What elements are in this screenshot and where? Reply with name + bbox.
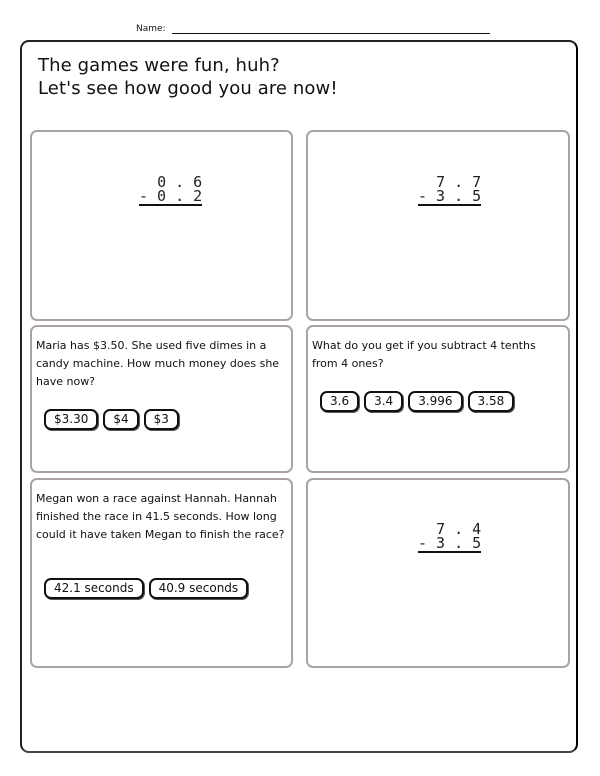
name-input-line[interactable] — [172, 24, 490, 34]
title-line-1: The games were fun, huh? — [38, 55, 280, 76]
subtraction-problem — [418, 522, 481, 553]
subtraction-problem — [139, 175, 202, 206]
answer-option[interactable]: 42.1 seconds — [44, 578, 144, 599]
question-text: What do you get if you subtract 4 tenths from 4 ones? — [312, 339, 536, 370]
subtrahend: - 3 . 5 — [418, 187, 482, 205]
answer-option[interactable]: 3.996 — [408, 391, 462, 412]
answer-options — [44, 578, 248, 599]
answer-option[interactable]: $4 — [103, 409, 138, 430]
answer-option[interactable]: 3.6 — [320, 391, 359, 412]
minuend: 7 . 7 — [436, 173, 482, 191]
name-field — [136, 24, 490, 34]
question-text: Maria has $3.50. She used five dimes in a candy machine. How much money does she have now? — [36, 339, 280, 388]
minuend: 7 . 4 — [436, 520, 482, 538]
answer-options — [320, 391, 514, 412]
problem-card-6 — [306, 478, 570, 668]
problem-card-3 — [30, 325, 293, 473]
title-line-2: Let's see how good you are now! — [38, 78, 338, 99]
worksheet-title — [38, 54, 338, 100]
answer-option[interactable]: 3.58 — [468, 391, 515, 412]
answer-option[interactable]: $3.30 — [44, 409, 98, 430]
subtraction-problem — [418, 175, 481, 206]
answer-option[interactable]: $3 — [144, 409, 179, 430]
question-text: Megan won a race against Hannah. Hannah finished the race in 41.5 seconds. How long could it have taken Megan to finish the race? — [36, 492, 285, 541]
problem-card-5 — [30, 478, 293, 668]
answer-option[interactable]: 40.9 seconds — [149, 578, 249, 599]
problem-card-4 — [306, 325, 570, 473]
name-label: Name: — [136, 24, 166, 34]
answer-option[interactable]: 3.4 — [364, 391, 403, 412]
minuend: 0 . 6 — [157, 173, 203, 191]
subtrahend: - 0 . 2 — [139, 187, 203, 205]
problem-card-2 — [306, 130, 570, 321]
answer-options — [44, 409, 179, 430]
problem-card-1 — [30, 130, 293, 321]
subtrahend: - 3 . 5 — [418, 534, 482, 552]
